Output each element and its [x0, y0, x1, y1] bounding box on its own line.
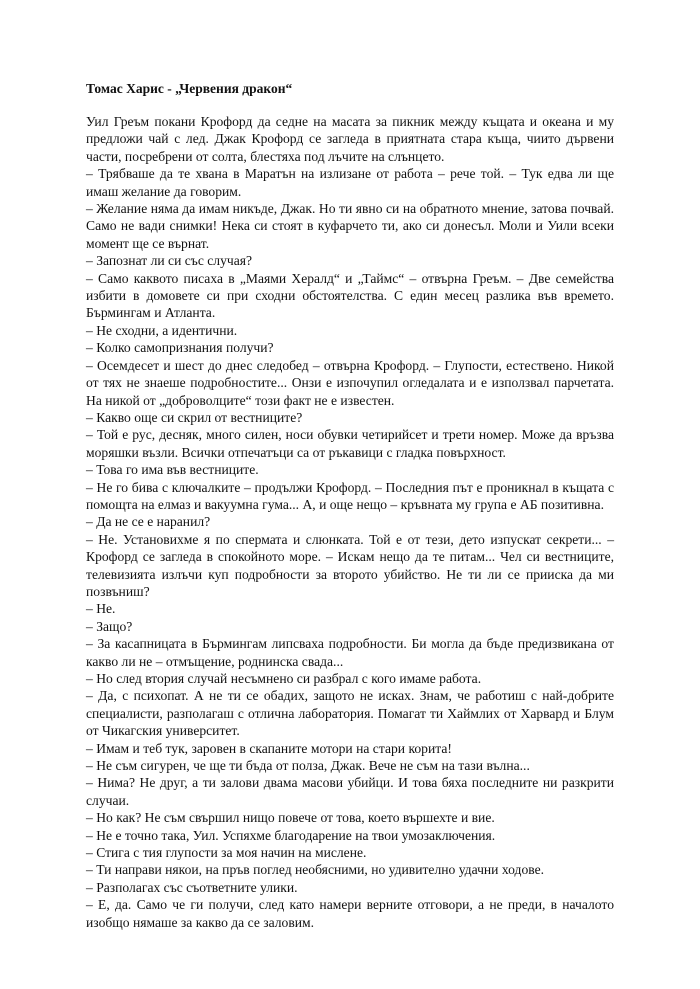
paragraph: – Имам и теб тук, заровен в скапаните мотори на стари корита!	[86, 740, 452, 756]
paragraph: – Да не се е наранил?	[86, 514, 211, 530]
paragraph: – Осемдесет и шест до днес следобед – отвърна Крофорд. – Глупости, естествено. Никой от тях не знаеше подробностите... Онзи е изпочупил огледалата и е използвал парчетата. На никой от „доброволците“ този факт не е известен.	[86, 357, 614, 408]
paragraph: – За касапницата в Бърмингам липсваха подробности. Би могла да бъде предизвикана от какво ли не – отмъщение, роднинска свада...	[86, 636, 614, 669]
paragraph: – Не съм сигурен, че ще ти бъда от полза, Джак. Вече не съм на тази вълна...	[86, 758, 530, 774]
document-title: Томас Харис - „Червения дракон“	[86, 81, 293, 96]
paragraph: – Колко самопризнания получи?	[86, 340, 274, 356]
paragraph: – Не го бива с ключалките – продължи Крофорд. – Последния път е проникнал в къщата с помощта на елмаз и вакуумна гума... А, и още нещо – кръвната му група е АБ позитивна.	[86, 479, 614, 512]
paragraph: – Разполагах със съответните улики.	[86, 879, 298, 895]
paragraph: – Трябваше да те хвана в Маратън на излизане от работа – рече той. – Тук едва ли ще имаш желание да говорим.	[86, 166, 614, 199]
paragraph: Уил Греъм покани Крофорд да седне на масата за пикник между къщата и океана и му предложи чай с лед. Джак Крофорд се загледа в приятната стара къща, чиито дървени части, посребрени от солта, блестяха под лъчите на слънцето.	[86, 114, 614, 164]
paragraph: – Е, да. Само че ги получи, след като намери верните отговори, а не преди, в началото изобщо нямаше за какво да се заловим.	[86, 897, 614, 930]
paragraph: – Не е точно така, Уил. Успяхме благодарение на твои умозаключения.	[86, 827, 496, 843]
paragraph: – Какво още си скрил от вестниците?	[86, 409, 303, 425]
paragraph: – Това го има във вестниците.	[86, 462, 259, 478]
paragraph: – Само каквото писаха в „Маями Хералд“ и „Таймс“ – отвърна Греъм. – Две семейства избити в домовете си при сходни обстоятелства. С един месец разлика във времето. Бърмингам и Атланта.	[86, 270, 614, 321]
paragraph: – Ти направи някои, на пръв поглед необясними, но удивително удачни ходове.	[86, 862, 545, 878]
paragraph: – Не. Установихме я по спермата и слюнката. Той е от тези, дето изпускат секрети... – Крофорд се загледа в спокойното море. – Искам нещо да те питам... Чел си вестниците, телевизията излъчи куп подробности за второто убийство. Не ти ли се прииска да ми позвъниш?	[86, 531, 614, 599]
paragraph: – Защо?	[86, 618, 133, 634]
paragraph: – Да, с психопат. А не ти се обадих, защото не исках. Знам, че работиш с най-добрите специалисти, разполагаш с отлична лаборатория. Помагат ти Хаймлих от Харвард и Блум от Чикагския университет.	[86, 688, 614, 739]
paragraph: – Не.	[86, 601, 116, 617]
paragraph: – Но как? Не съм свършил нищо повече от това, което вършехте и вие.	[86, 810, 495, 826]
paragraph: – Не сходни, а идентични.	[86, 322, 238, 338]
paragraph: – Той е рус, десняк, много силен, носи обувки четирийсет и трети номер. Може да връзва моряшки възли. Всички отпечатъци са от ръкавици с гладка повърхност.	[86, 427, 614, 460]
paragraph: – Нима? Не друг, а ти залови двама масови убийци. И това бяха последните ни разкрити случаи.	[86, 775, 614, 808]
document-body	[86, 113, 614, 931]
paragraph: – Но след втория случай несъмнено си разбрал с кого имаме работа.	[86, 671, 482, 686]
paragraph: – Желание няма да имам никъде, Джак. Но ти явно си на обратното мнение, затова почвай. Само не вади снимки! Нека си стоят в куфарчето ти, ако си донесъл. Моли и Уили всеки момент ще се върнат.	[86, 201, 614, 251]
paragraph: – Стига с тия глупости за моя начин на мислене.	[86, 845, 367, 861]
paragraph: – Запознат ли си със случая?	[86, 253, 253, 269]
